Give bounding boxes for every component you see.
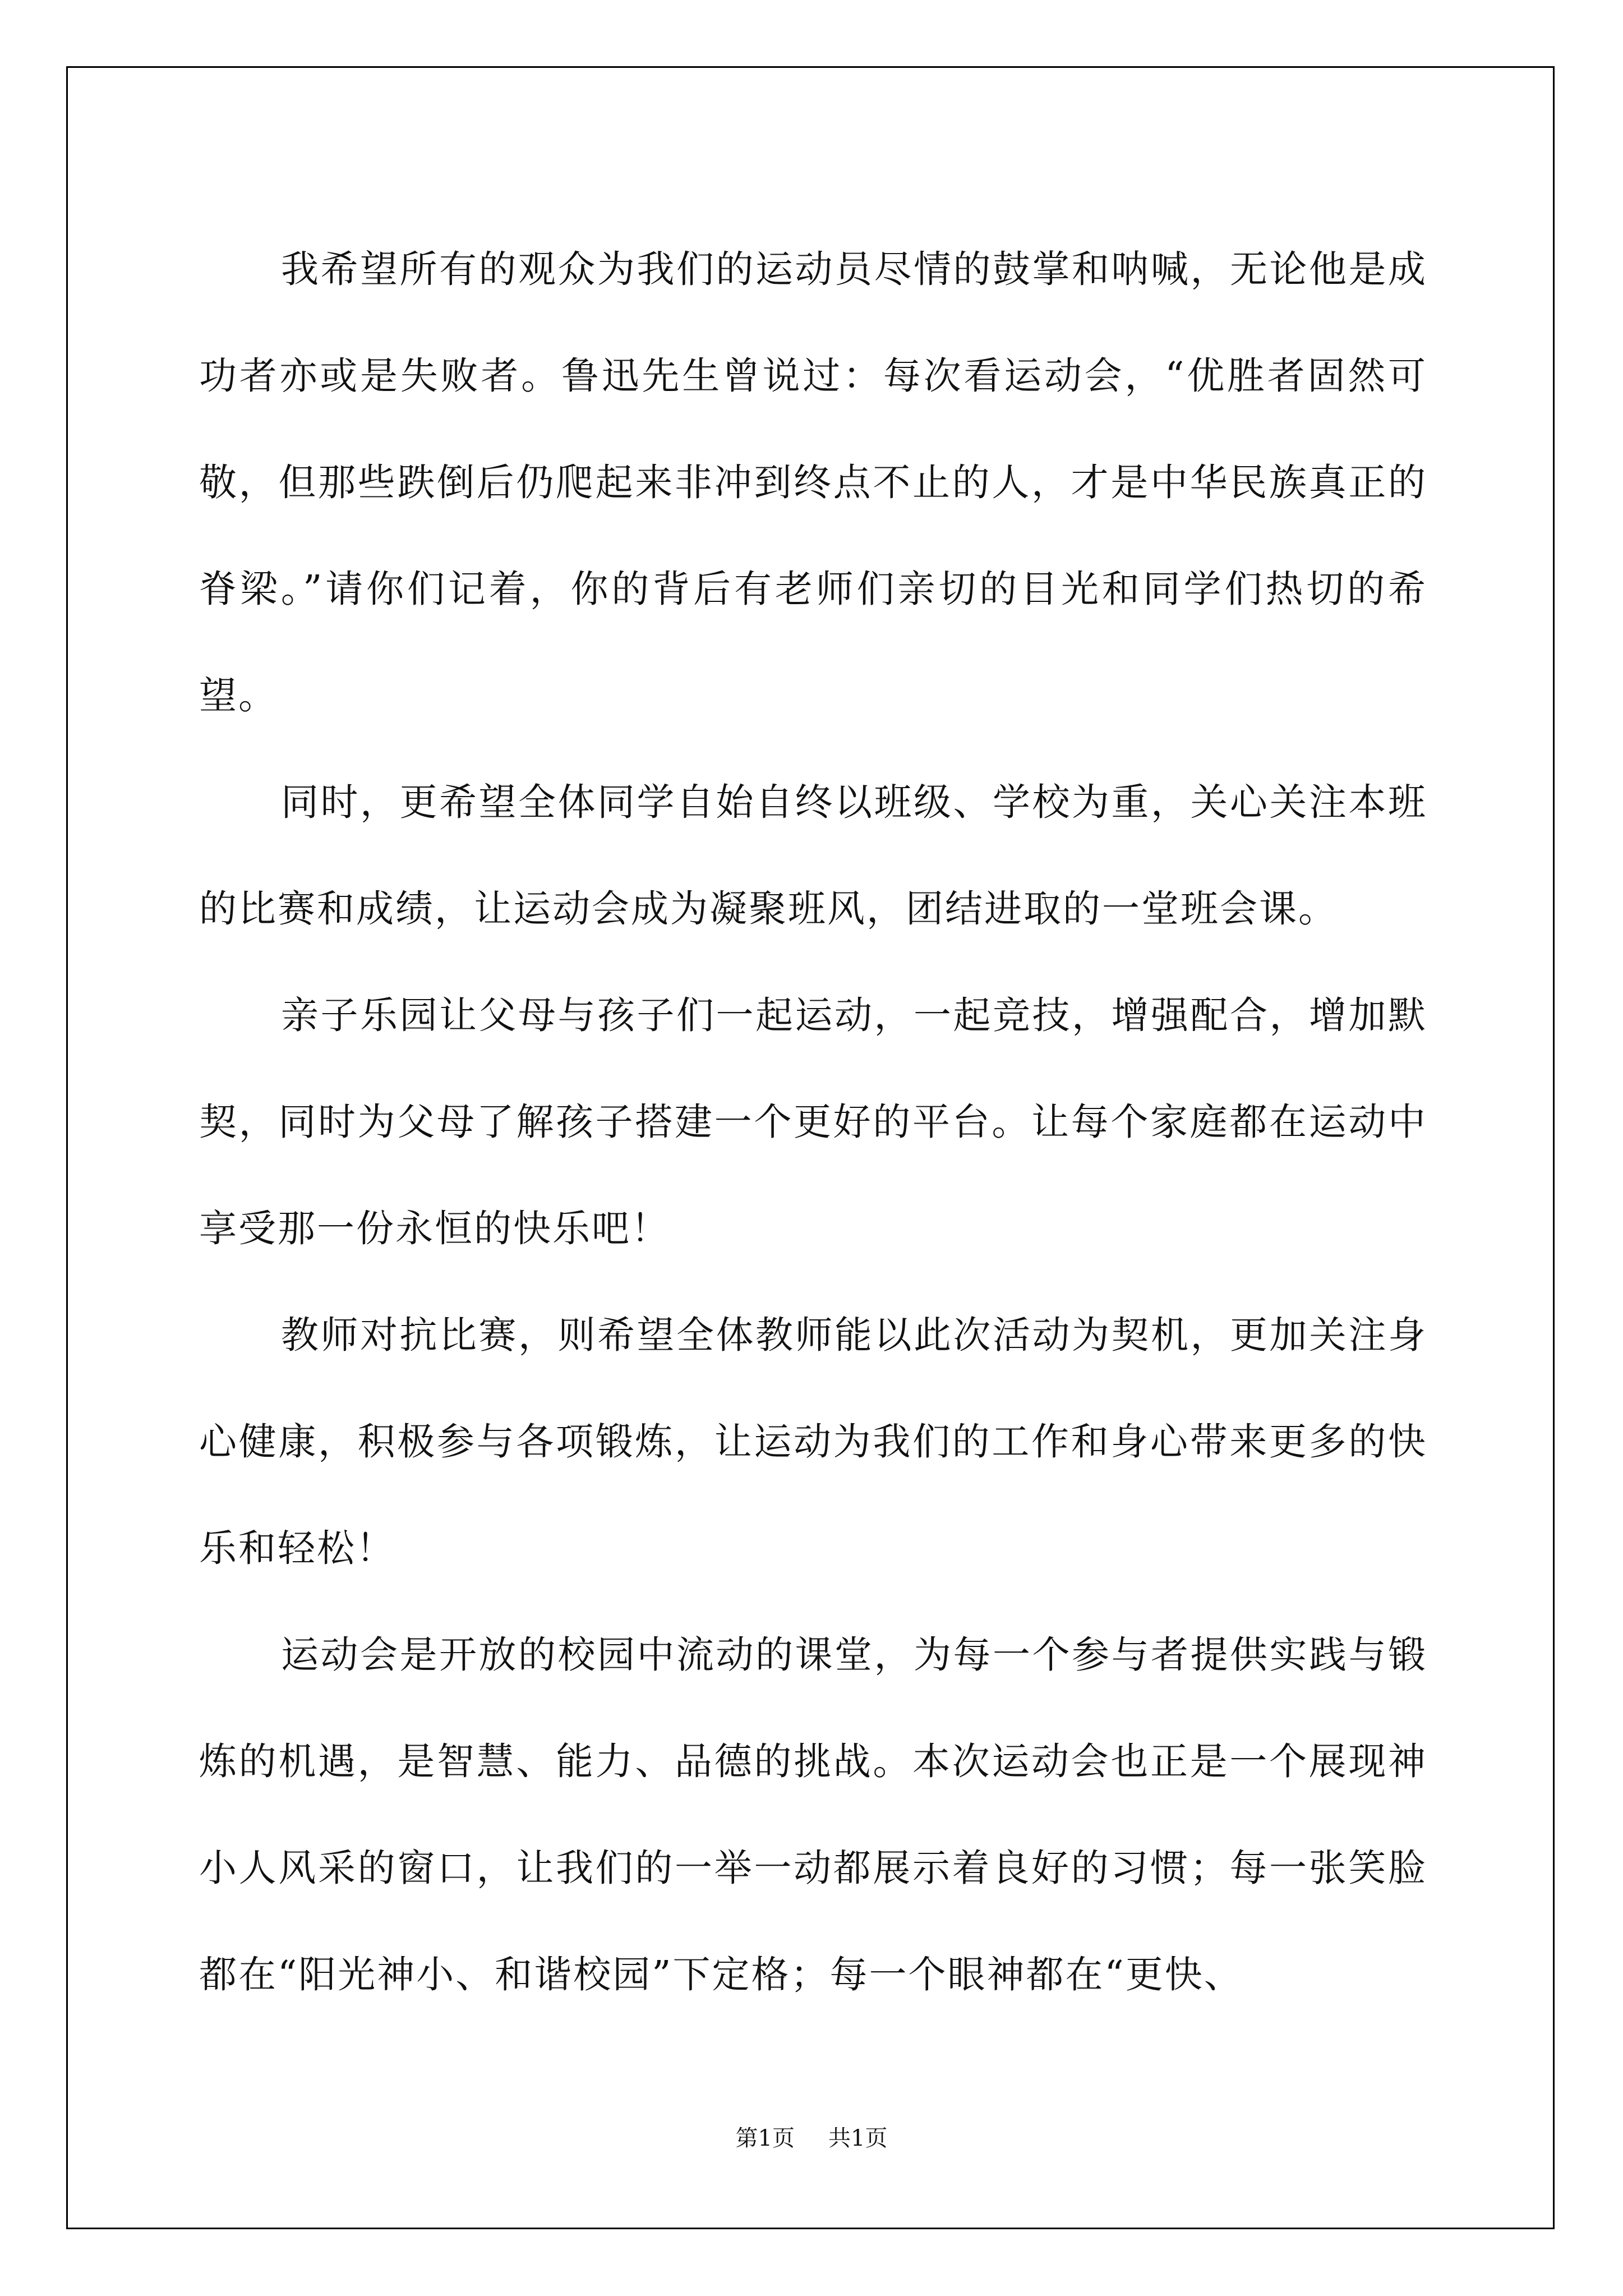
paragraph-4: 教师对抗比赛，则希望全体教师能以此次活动为契机，更加关注身心健康，积极参与各项锻炼，让运动为我们的工作和身心带来更多的快乐和轻松！ [199, 1313, 1427, 1570]
page-number-total: 共1页 [828, 2125, 888, 2151]
page-number-current: 第1页 [735, 2125, 795, 2151]
paragraph-2: 同时，更希望全体同学自始自终以班级、学校为重，关心关注本班的比赛和成绩，让运动会成为凝聚班风，团结进取的一堂班会课。 [199, 780, 1427, 931]
paragraph-3: 亲子乐园让父母与孩子们一起运动，一起竞技，增强配合，增加默契，同时为父母了解孩子搭建一个更好的平台。让每个家庭都在运动中享受那一份永恒的快乐吧！ [199, 993, 1427, 1250]
paragraph-1: 我希望所有的观众为我们的运动员尽情的鼓掌和呐喊，无论他是成功者亦或是失败者。鲁迅先生曾说过：每次看运动会，“优胜者固然可敬，但那些跌倒后仍爬起来非冲到终点不止的人，才是中华民族真正的脊梁。”请你们记着，你的背后有老师们亲切的目光和同学们热切的希望。 [199, 247, 1427, 717]
document-body [199, 216, 1427, 2028]
page-footer [0, 2120, 1623, 2152]
paragraph-5: 运动会是开放的校园中流动的课堂，为每一个参与者提供实践与锻炼的机遇，是智慧、能力、品德的挑战。本次运动会也正是一个展现神小人风采的窗口，让我们的一举一动都展示着良好的习惯；每一张笑脸都在“阳光神小、和谐校园”下定格；每一个眼神都在“更快、 [199, 1633, 1427, 1996]
